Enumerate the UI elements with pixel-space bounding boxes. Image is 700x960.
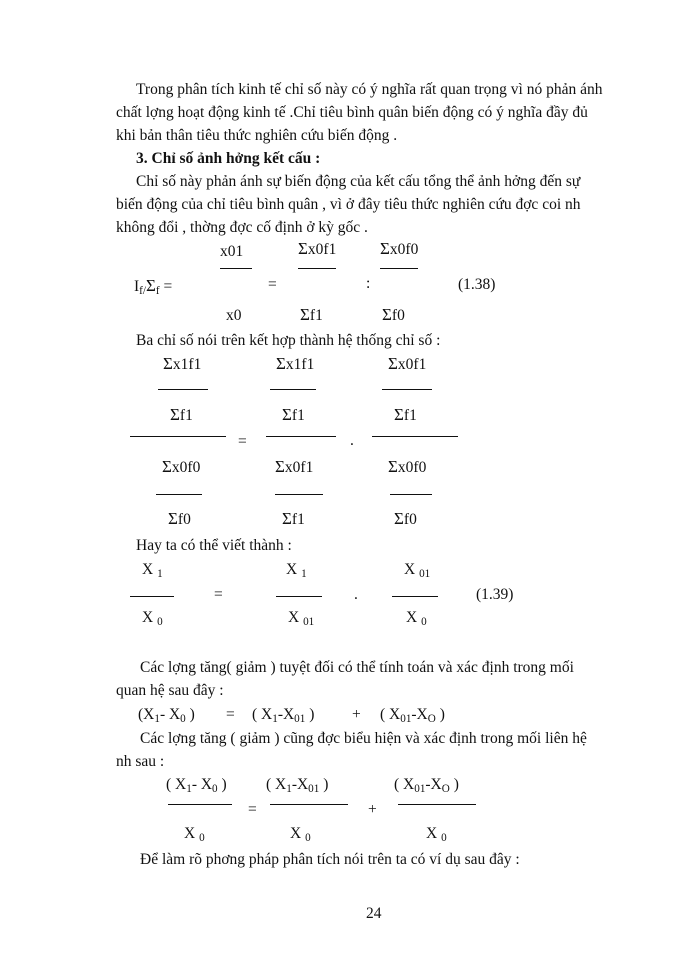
eq-relative-equals: = <box>248 801 257 818</box>
system-a-bottom: Σf1 <box>170 405 193 424</box>
eq139-equals: = <box>214 586 223 603</box>
paragraph-2-line-1: Chỉ số này phản ánh sự biến động của kết cấu tổng thể ảnh hởng đến sự <box>136 173 581 190</box>
eq138-number: (1.38) <box>458 276 496 293</box>
eq-absolute-term-2: ( $X_1-X_{01}$ ) <box>252 706 315 725</box>
system-a-inner-bar-bottom <box>156 494 202 495</box>
eq139-denominator-3: X $_0$ <box>406 609 427 628</box>
system-a2-top: Σx0f0 <box>162 457 201 476</box>
eq138-fraction-bar-1 <box>220 268 252 269</box>
system-c2-bottom: Σf0 <box>394 509 417 528</box>
eq-relative-numerator-3: ( $X_{01}-X_O$ ) <box>394 776 459 795</box>
paragraph-6-line-1: Các lợng tăng ( giảm ) cũng đợc biểu hiện và xác định trong mối liên hệ <box>140 730 587 747</box>
system-c-top: Σx0f1 <box>388 354 427 373</box>
paragraph-1-line-2: chất lợng hoạt động kinh tế .Chỉ tiêu bình quân biến động có ý nghĩa đầy đủ <box>116 104 588 121</box>
eq139-fraction-bar-3 <box>392 596 438 597</box>
paragraph-2-line-2: biến động của chỉ tiêu bình quân , vì ở đây tiêu thức nghiên cứu đợc coi nh <box>116 196 581 213</box>
system-b2-bottom: Σf1 <box>282 509 305 528</box>
system-b2-top: Σx0f1 <box>275 457 314 476</box>
eq-absolute-equals: = <box>226 706 235 723</box>
eq-absolute-term-3: ( $X_{01}-X_O$ ) <box>380 706 445 725</box>
eq139-numerator-3: X $_{01}$ <box>404 561 431 580</box>
eq-relative-denominator-1: X $_0$ <box>184 825 205 844</box>
system-a2-bottom: Σf0 <box>168 509 191 528</box>
system-b-top: Σx1f1 <box>276 354 315 373</box>
system-b-inner-bar-bottom <box>275 494 323 495</box>
system-main-bar-2 <box>266 436 336 437</box>
paragraph-1-line-1: Trong phân tích kinh tế chỉ số này có ý nghĩa rất quan trọng vì nó phản ánh <box>136 81 603 98</box>
eq139-fraction-bar-2 <box>276 596 322 597</box>
eq138-numerator-3: Σx0f0 <box>380 239 419 258</box>
system-a-top: Σx1f1 <box>163 354 202 373</box>
paragraph-2-line-3: không đổi , thờng đợc cố định ở kỳ gốc . <box>116 219 368 236</box>
eq-absolute: ($X_1-$ $X_0$ ) <box>138 706 195 725</box>
eq138-lhs: $I_{f/}\Sigma_f$ = <box>134 276 173 297</box>
paragraph-7: Để làm rõ phơng pháp phân tích nói trên ta có ví dụ sau đây : <box>140 851 520 868</box>
eq138-denominator-1: x0 <box>226 307 242 324</box>
eq139-numerator-2: X $_1$ <box>286 561 307 580</box>
paragraph-5-line-2: quan hệ sau đây : <box>116 682 224 699</box>
eq-relative-plus: + <box>368 801 377 818</box>
eq138-numerator-1: x01 <box>220 243 244 260</box>
eq139-dot: . <box>354 586 358 603</box>
eq-relative-numerator-2: ( $X_1-X_{01}$ ) <box>266 776 329 795</box>
system-c-inner-bar-top <box>382 389 432 390</box>
eq-relative-denominator-2: X $_0$ <box>290 825 311 844</box>
eq139-denominator-2: X $_{01}$ <box>288 609 315 628</box>
eq-relative-fraction-bar-1 <box>168 804 232 805</box>
system-b-inner-bar-top <box>270 389 316 390</box>
page-number: 24 <box>366 905 382 922</box>
eq138-denominator-2: Σf1 <box>300 305 323 324</box>
system-a-inner-bar-top <box>158 389 208 390</box>
paragraph-1-line-3: khi bản thân tiêu thức nghiên cứu biến động . <box>116 127 398 144</box>
paragraph-5-line-1: Các lợng tăng( giảm ) tuyệt đối có thể tính toán và xác định trong mối <box>140 659 574 676</box>
system-c2-top: Σx0f0 <box>388 457 427 476</box>
system-c-inner-bar-bottom <box>390 494 432 495</box>
eq138-denominator-3: Σf0 <box>382 305 405 324</box>
system-b-bottom: Σf1 <box>282 405 305 424</box>
eq-relative-denominator-3: X $_0$ <box>426 825 447 844</box>
eq-relative-numerator-1: ( $X_1-$ $X_0$ ) <box>166 776 227 795</box>
eq-relative-fraction-bar-3 <box>398 804 476 805</box>
eq138-fraction-bar-2 <box>298 268 336 269</box>
eq138-colon: : <box>366 275 371 292</box>
eq138-fraction-bar-3 <box>380 268 418 269</box>
eq139-number: (1.39) <box>476 586 514 603</box>
eq-absolute-plus: + <box>352 706 361 723</box>
eq-relative-fraction-bar-2 <box>270 804 348 805</box>
paragraph-3: Ba chỉ số nói trên kết hợp thành hệ thống chỉ số : <box>136 332 441 349</box>
eq139-numerator-1: X $_1$ <box>142 561 163 580</box>
paragraph-4: Hay ta có thể viết thành : <box>136 537 292 554</box>
paragraph-6-line-2: nh sau : <box>116 753 165 770</box>
system-main-bar-3 <box>372 436 458 437</box>
system-c-bottom: Σf1 <box>394 405 417 424</box>
eq139-denominator-1: X $_0$ <box>142 609 163 628</box>
eq138-numerator-2: Σx0f1 <box>298 239 337 258</box>
system-equals: = <box>238 433 247 450</box>
eq138-equals: = <box>268 276 277 293</box>
system-main-bar-1 <box>130 436 226 437</box>
section-heading: 3. Chỉ số ảnh hởng kết cấu : <box>136 150 321 167</box>
eq139-fraction-bar-1 <box>130 596 174 597</box>
system-dot: . <box>350 432 354 449</box>
